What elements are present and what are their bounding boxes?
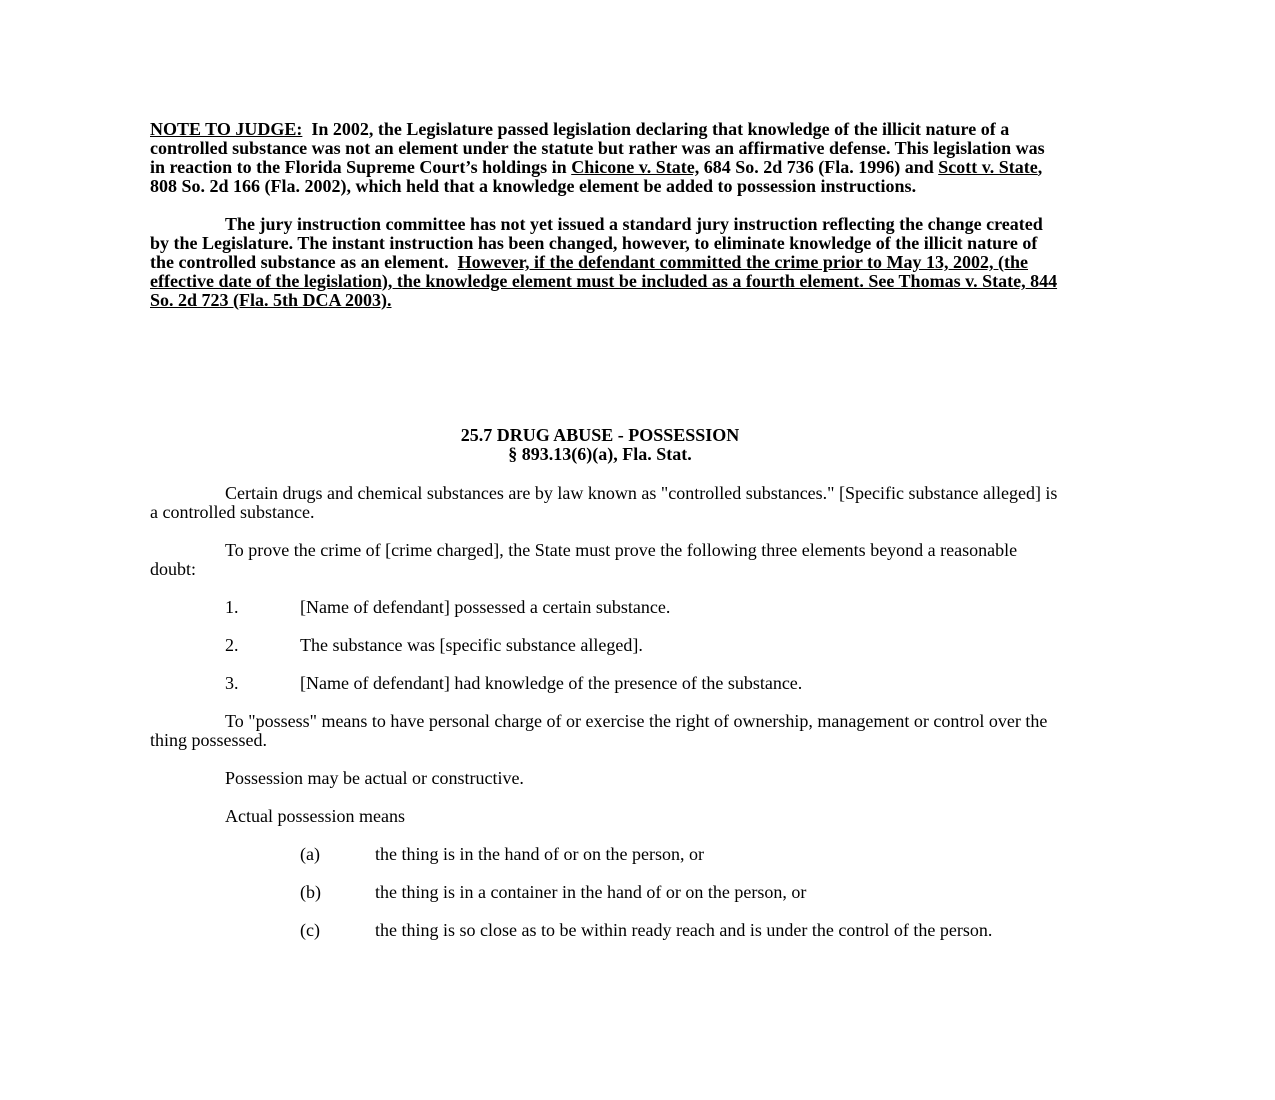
actual-possession-item: [300, 845, 1060, 864]
note-paragraph-1: [150, 120, 1060, 196]
element-number: 3.: [225, 673, 239, 693]
case-citation-scott: Scott v. State: [938, 157, 1038, 177]
element-item: [225, 598, 1060, 617]
element-item: [225, 674, 1060, 693]
element-text: [Name of defendant] had knowledge of the presence of the substance.: [300, 673, 803, 693]
instruction-heading: [150, 426, 1050, 464]
element-text: The substance was [specific substance alleged].: [300, 635, 643, 655]
note-paragraph-2: [150, 215, 1060, 310]
instruction-body: [150, 484, 1060, 959]
element-item: [225, 636, 1060, 655]
paragraph-possession-types: Possession may be actual or constructive.: [225, 768, 524, 788]
actual-possession-item: [300, 883, 1060, 902]
paragraph-actual-possession: Actual possession means: [225, 806, 405, 826]
actual-possession-item: [300, 921, 1060, 940]
statute-citation: § 893.13(6)(a), Fla. Stat.: [508, 444, 692, 464]
paragraph-elements-intro: To prove the crime of [crime charged], the State must prove the following three elements beyond a reasonable doubt:: [150, 540, 1018, 579]
note-to-judge: [150, 120, 1060, 310]
note-label: NOTE TO JUDGE:: [150, 119, 303, 139]
note-text-1b: 684 So. 2d 736 (Fla. 1996) and: [703, 157, 934, 177]
element-number: 1.: [225, 597, 239, 617]
item-letter: (b): [300, 882, 321, 902]
element-text: [Name of defendant] possessed a certain substance.: [300, 597, 671, 617]
paragraph-controlled-substances: Certain drugs and chemical substances are by law known as "controlled substances." [Specific substance alleged] is a controlled substance.: [150, 483, 1058, 522]
item-text: the thing is in a container in the hand of or on the person, or: [375, 882, 807, 902]
note-underlined-warning: However, if the defendant committed the crime prior to May 13, 2002, (the effective date of the legislation), the knowledge element must be included as a fourth element. See Thomas v. State, 844 So. 2d 723 (Fla. 5th DCA 2003).: [150, 252, 1058, 310]
element-number: 2.: [225, 635, 239, 655]
item-letter: (a): [300, 844, 320, 864]
case-citation-chicone: Chicone v. State,: [571, 157, 700, 177]
instruction-title: 25.7 DRUG ABUSE - POSSESSION: [460, 425, 740, 445]
item-text: the thing is so close as to be within ready reach and is under the control of the person.: [375, 920, 993, 940]
note-text-2a: The jury instruction committee has not yet issued a standard jury instruction reflecting the change created by the Legislature. The instant instruction has been changed, however, to eliminate knowledge of the illicit nature of the controlled substance as an element.: [150, 214, 1043, 272]
item-letter: (c): [300, 920, 320, 940]
item-text: the thing is in the hand of or on the person, or: [375, 844, 704, 864]
paragraph-possess-definition: To "possess" means to have personal charge of or exercise the right of ownership, management or control over the thing possessed.: [150, 711, 1048, 750]
note-text-1a: In 2002, the Legislature passed legislation declaring that knowledge of the illicit nature of a controlled substance was not an element under the statute but rather was an affirmative defense. This legislation was in reaction to the Florida Supreme Court’s holdings in: [150, 119, 1045, 177]
note-text-1c: , 808 So. 2d 166 (Fla. 2002), which held that a knowledge element be added to possession instructions.: [150, 157, 1043, 196]
